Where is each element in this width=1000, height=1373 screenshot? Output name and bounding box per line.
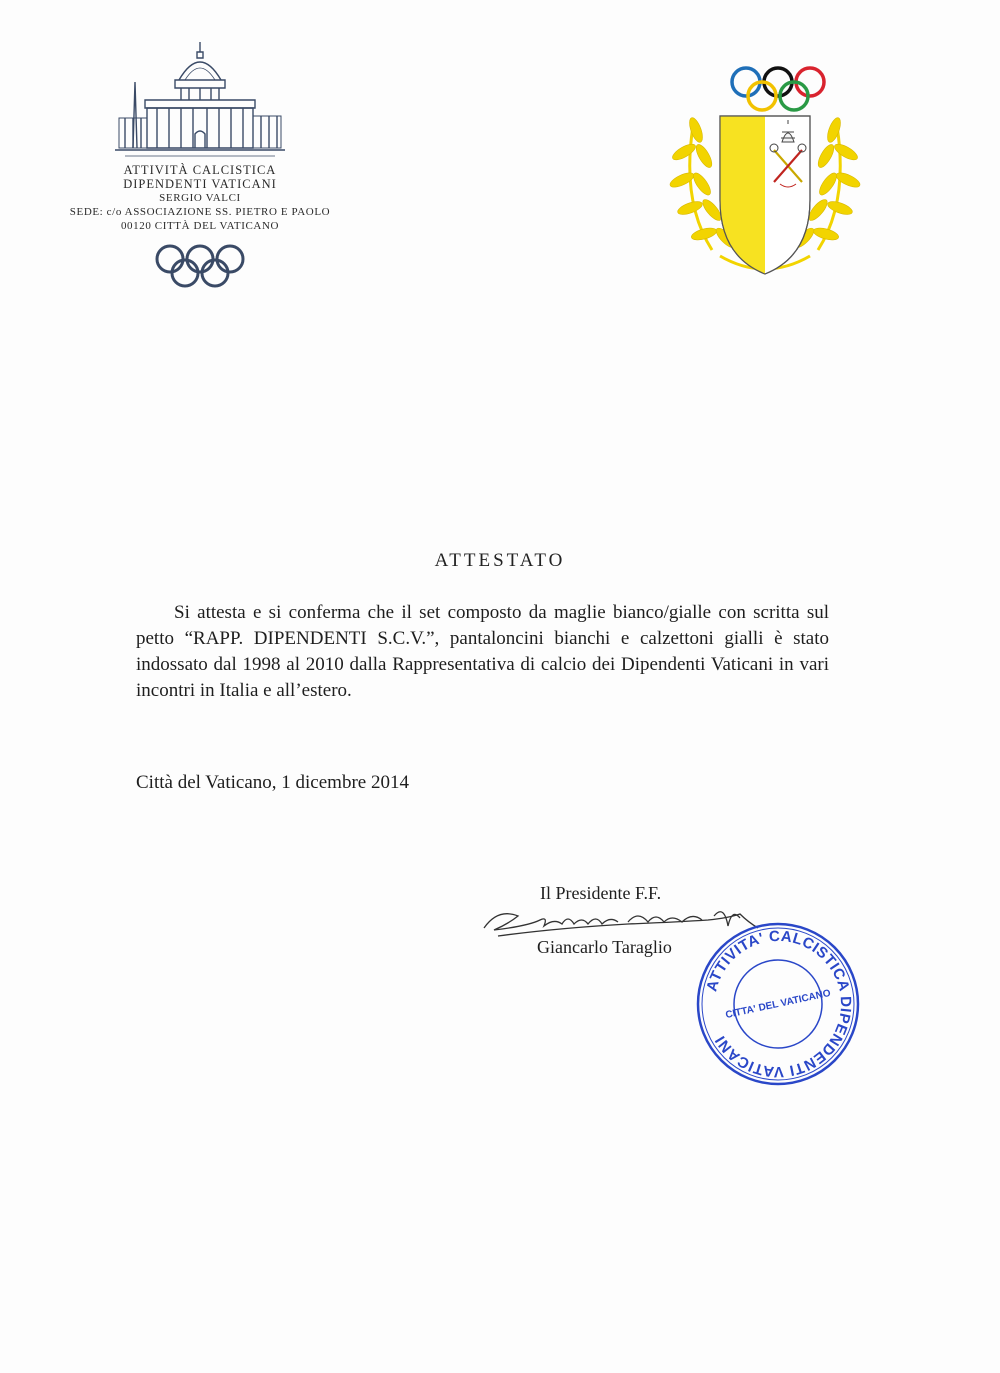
document-title: ATTESTATO (434, 550, 566, 571)
document-body-text: Si attesta e si conferma che il set composto da maglie bianco/gialle con scritta sul petto “RAPP. DIPENDENTI S.C.V.”, pantaloncini bianchi e calzettoni gialli è stato indossato dal 1998 al 2010 dalla Rappresentativa di calcio dei Dipendenti Vaticani in vari incontri in Italia e all’estero. (136, 602, 829, 701)
signer-role: Il Presidente F.F. (540, 883, 662, 903)
signer-name: Giancarlo Taraglio (537, 937, 672, 957)
letterhead-city: 00120 CITTÀ DEL VATICANO (120, 220, 280, 232)
stamp-outer-text: ATTIVITA' CALCISTICA DIPENDENTI VATICANI (703, 927, 855, 1081)
basilica-engraving-icon (115, 38, 285, 163)
letterhead (60, 38, 340, 289)
vatican-football-emblem-icon (660, 60, 870, 285)
official-stamp (693, 919, 863, 1089)
letterhead-address: SEDE: c/o ASSOCIAZIONE SS. PIETRO E PAOLO (69, 206, 331, 218)
letterhead-org-line-1: ATTIVITÀ CALCISTICA (123, 163, 277, 177)
letterhead-org-line-2: DIPENDENTI VATICANI (123, 177, 277, 191)
document-body (136, 600, 829, 704)
olympic-rings-small-icon (150, 243, 250, 289)
stamp-center-text: CITTA' DEL VATICANO (724, 987, 832, 1022)
letterhead-name: SERGIO VALCI (159, 192, 241, 204)
document-date: Città del Vaticano, 1 dicembre 2014 (136, 772, 409, 793)
